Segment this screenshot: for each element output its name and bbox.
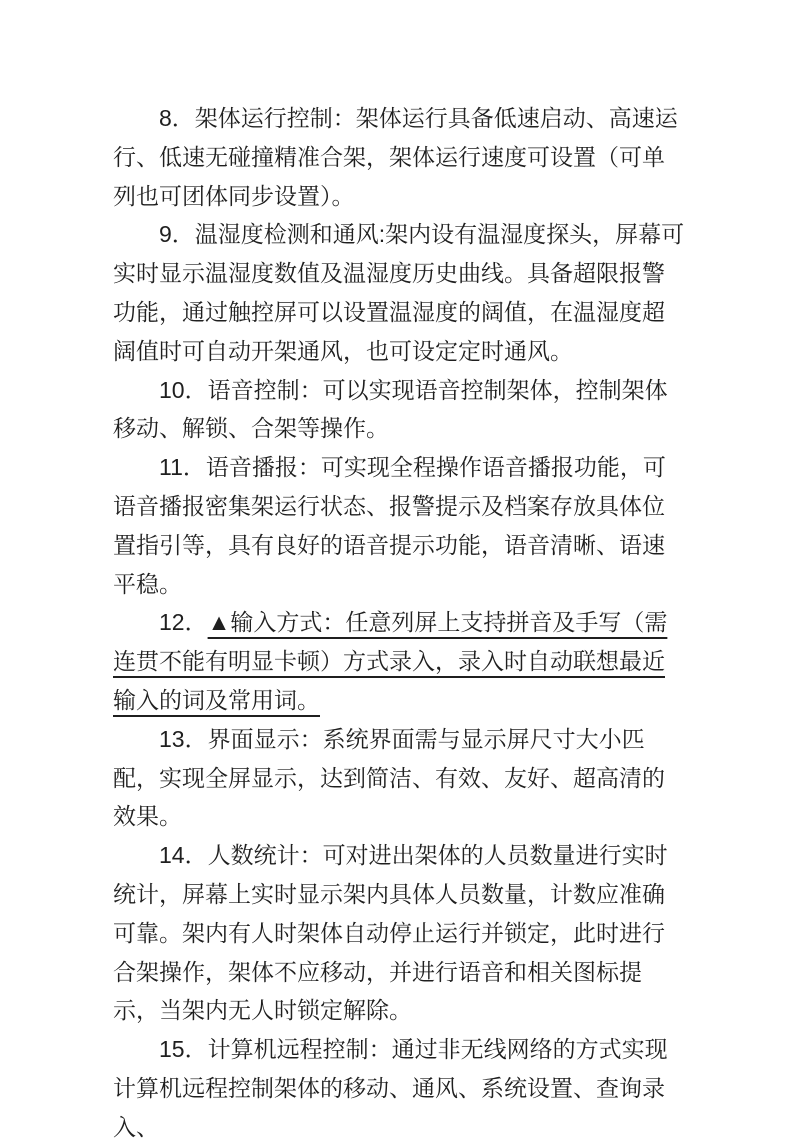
paragraph-item-9: [113, 215, 687, 370]
paragraph-number: 11．: [159, 454, 206, 481]
paragraph-text: 架体运行控制：架体运行具备低速启动、高速运行、低速无碰撞精准合架，架体运行速度可设置（可单列也可团体同步设置）。: [113, 105, 678, 209]
paragraph-item-10: [113, 371, 687, 449]
paragraph-item-15: [113, 1030, 687, 1146]
paragraph-text: 计算机远程控制：通过非无线网络的方式实现计算机远程控制架体的移动、通风、系统设置、查询录入、: [113, 1036, 668, 1140]
paragraph-number: 14．: [159, 842, 208, 869]
paragraph-number: 10．: [159, 376, 208, 403]
paragraph-number: 8．: [159, 105, 195, 131]
paragraph-item-11: [113, 448, 687, 603]
paragraph-text: 人数统计：可对进出架体的人员数量进行实时统计，屏幕上实时显示架内具体人员数量，计数应准确可靠。架内有人时架体自动停止运行并锁定，此时进行合架操作，架体不应移动，并进行语音和相关图标提示，当架内无人时锁定解除。: [113, 842, 668, 1024]
paragraph-number: 13．: [159, 725, 208, 752]
paragraph-number: 12．: [159, 609, 208, 636]
paragraph-text: ▲输入方式：任意列屏上支持拼音及手写（需连贯不能有明显卡顿）方式录入，录入时自动联想最近输入的词及常用词。: [113, 609, 668, 713]
paragraph-number: 15．: [159, 1036, 208, 1063]
paragraph-text: 界面显示：系统界面需与显示屏尺寸大小匹配，实现全屏显示，达到简洁、有效、友好、超高清的效果。: [113, 725, 665, 830]
paragraph-item-12: [113, 603, 687, 719]
paragraph-number: 9．: [159, 221, 195, 248]
paragraph-text: 语音播报：可实现全程操作语音播报功能，可语音播报密集架运行状态、报警提示及档案存放具体位置指引等，具有良好的语音提示功能，语音清晰、语速平稳。: [113, 454, 666, 597]
document-body: [113, 99, 687, 1147]
paragraph-text: 语音控制：可以实现语音控制架体，控制架体移动、解锁、合架等操作。: [113, 376, 668, 442]
paragraph-item-14: [113, 836, 687, 1030]
paragraph-item-13: [113, 720, 687, 836]
paragraph-item-8: [113, 99, 687, 215]
paragraph-text: 温湿度检测和通风:架内设有温湿度探头，屏幕可实时显示温湿度数值及温湿度历史曲线。具备超限报警功能，通过触控屏可以设置温湿度的阔值，在温湿度超阔值时可自动开架通风，也可设定定时通风。: [113, 221, 685, 364]
